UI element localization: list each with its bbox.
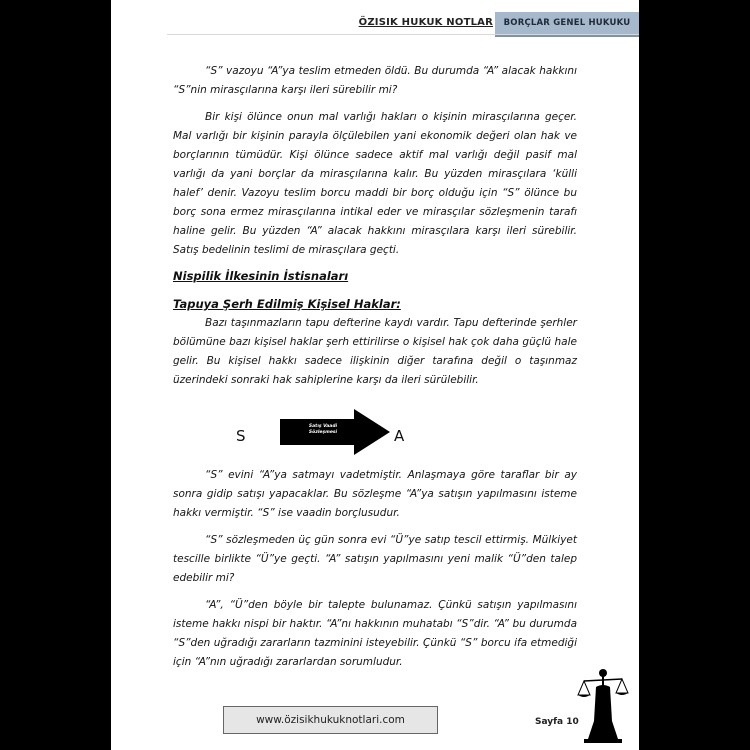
paragraph-1: “S” vazoyu “A”ya teslim etmeden öldü. Bu durumda “A” alacak hakkını “S”nin mirasçılarına karşı ileri sürebilir mi? bbox=[173, 65, 577, 96]
paragraph-4: “S” evini “A”ya satmayı vadetmiştir. Anlaşmaya göre taraflar bir ay sonra gidip satışı yapacaklar. Bu sözleşme “A”ya satışın yapılmasını isteme hakkı vermiştir. “S” ise vaadin borçlusudur. bbox=[173, 469, 577, 519]
paragraph-2: Bir kişi ölünce onun mal varlığı hakları o kişinin mirasçılarına geçer. Mal varlığı bir kişinin parayla ölçülebilen yani ekonomik değeri olan hak ve borçlarının tümüdür. Kişi ölünce sadece aktif mal varlığı değil pasif mal varlığı da yani borçlar da mirasçılarına kalır. Bu yüzden mirasçılara ‘külli halef’ denir. Vazoyu teslim borcu maddi bir borç olduğu için “S” ölünce bu borç sona ermez mirasçılarına intikal eder ve mirasçılar sözleşmenin tarafı haline gelir. Bu yüzden “A” alacak hakkını mirasçılara karşı ileri sürebilir. Satış bedelinin teslimi de mirasçılara geçti. bbox=[173, 111, 577, 256]
paragraph-5: “S” sözleşmeden üç gün sonra evi “Ü”ye satıp tescil ettirmiş. Mülkiyet tescille birlikte “Ü”ye geçti. “A” satışın yapılmasını yeni malik “Ü”den talep edebilir mi? bbox=[173, 534, 577, 584]
header-divider bbox=[167, 34, 639, 35]
paragraph-3: Bazı taşınmazların tapu defterine kaydı vardır. Tapu defterinde şerhler bölümüne bazı kişisel haklar şerh ettirilirse o kişisel hak çok daha güçlü hale gelir. Bu kişisel hakkı sadece ilişkinin diğer tarafına değil o taşınmaz üzerindeki sonraki hak sahiplerine karşı da ileri sürülebilir. bbox=[173, 317, 577, 386]
arrow-label bbox=[280, 424, 366, 436]
diagram-party-a: A bbox=[394, 427, 405, 445]
subsection-heading: Tapuya Şerh Edilmiş Kişisel Haklar: bbox=[173, 297, 401, 311]
website-link[interactable]: www.özisikhukuknotlari.com bbox=[223, 706, 438, 734]
document-page bbox=[111, 0, 639, 750]
section-heading: Nispilik İlkesinin İstisnaları bbox=[173, 269, 349, 283]
header-section-tab: BORÇLAR GENEL HUKUKU bbox=[495, 12, 639, 37]
diagram-party-s: S bbox=[236, 427, 246, 445]
paragraph-6: “A”, “Ü”den böyle bir talepte bulunamaz. Çünkü satışın yapılmasını isteme hakkı nispi bir haktır. “A”nı hakkının muhatabı “S”dir. “A” bu durumda “S”den uğradığı zararların tazminini isteyebilir. Çünkü “S” borcu ifa etmediği için “A”nın uğradığı zararlardan sorumludur. bbox=[173, 599, 577, 668]
arrow-label-line2: Sözleşmesi bbox=[308, 430, 338, 435]
page-number: Sayfa 10 bbox=[535, 717, 579, 727]
lady-justice-icon bbox=[572, 665, 634, 745]
header-title: ÖZISIK HUKUK NOTLAR bbox=[358, 17, 493, 28]
arrow-label-line1: Satış Vaadi bbox=[308, 424, 338, 429]
